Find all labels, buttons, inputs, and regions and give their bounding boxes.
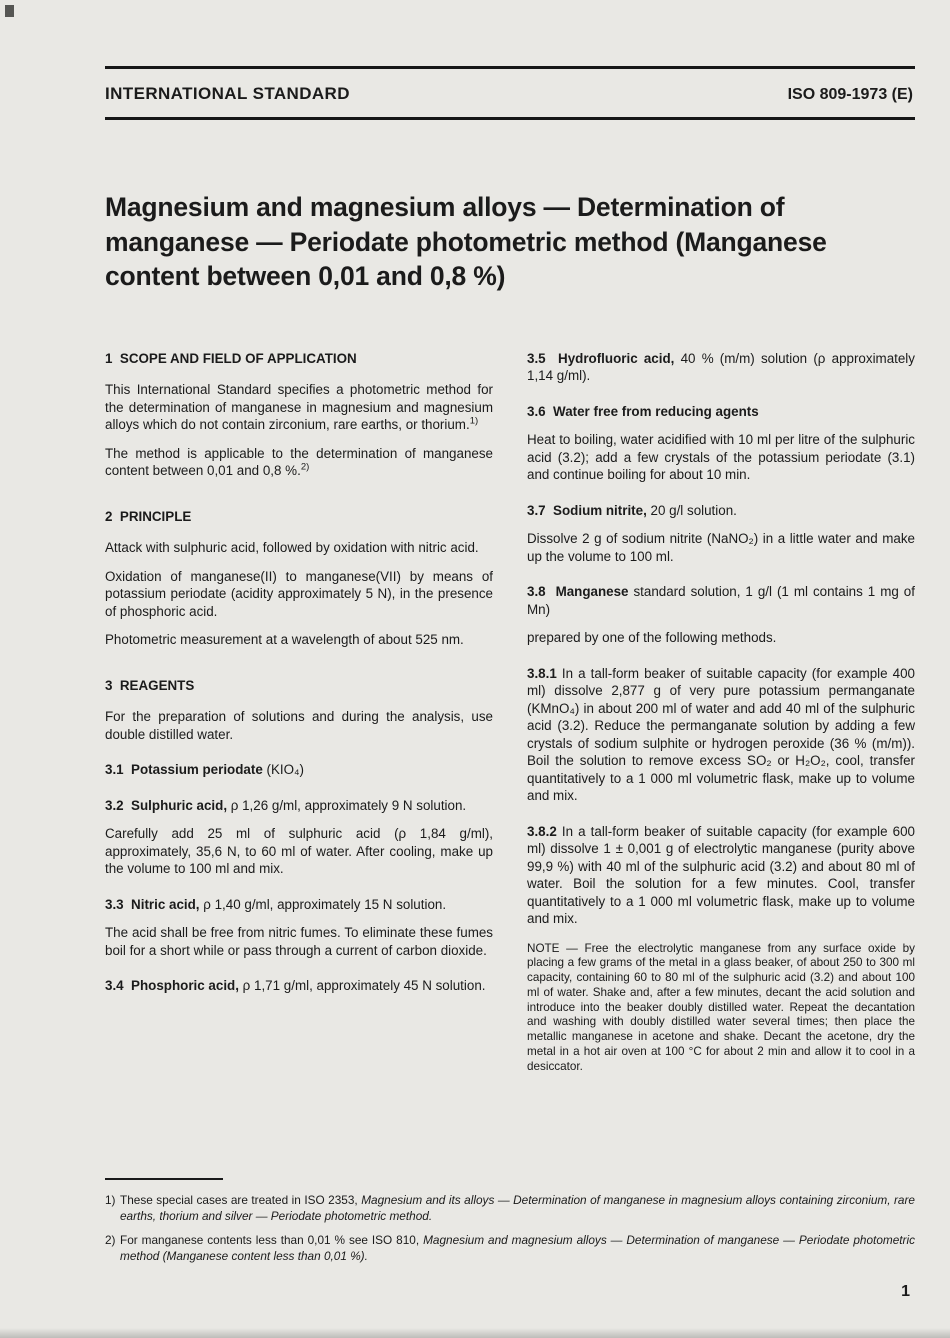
reagent-text: (KIO₄) bbox=[262, 762, 304, 777]
reagent-text: 20 g/l solution. bbox=[646, 502, 737, 518]
reagent-text: ρ 1,71 g/ml, approximately 45 N solution. bbox=[238, 978, 486, 993]
header-rule-bottom bbox=[105, 117, 915, 120]
reagent-text: ρ 1,40 g/ml, approximately 15 N solution. bbox=[199, 896, 447, 912]
paragraph-text: The method is applicable to the determination of manganese content between 0,01 and 0,8 %. bbox=[105, 445, 493, 478]
clause-label: 3.8.2 bbox=[527, 823, 557, 839]
reagent-label: 3.6 Water free from reducing agents bbox=[527, 403, 759, 419]
footnote-marker: 1) bbox=[105, 1193, 116, 1207]
header bbox=[105, 69, 915, 117]
left-column bbox=[105, 350, 493, 1086]
reagent-text: standard solution, 1 g/l (1 ml contains 1 mg of Mn) bbox=[527, 584, 915, 617]
reagent-3-7 bbox=[527, 502, 915, 520]
reagent-label: 3.7 Sodium nitrite, bbox=[527, 502, 647, 518]
paragraph: Photometric measurement at a wavelength of about 525 nm. bbox=[105, 632, 464, 647]
paragraph: Dissolve 2 g of sodium nitrite (NaNO₂) in a little water and make up the volume to 100 ml. bbox=[527, 531, 915, 564]
footnote-reference-1: 1) bbox=[469, 415, 479, 427]
footnote-marker: 2) bbox=[105, 1233, 116, 1248]
footnote-1 bbox=[105, 1193, 915, 1224]
paragraph: The acid shall be free from nitric fumes. To eliminate these fumes boil for a short while or pass through a current of carbon dioxide. bbox=[105, 925, 493, 958]
body-columns bbox=[105, 350, 915, 1086]
paragraph: Attack with sulphuric acid, followed by oxidation with nitric acid. bbox=[105, 540, 479, 555]
paragraph: Carefully add 25 ml of sulphuric acid (ρ 1,84 g/ml), approximately, 35,6 N, to 60 ml of water. After cooling, make up the volume to 100 ml and mix. bbox=[105, 826, 493, 876]
clause-label: 3.8.1 bbox=[527, 665, 557, 681]
reagent-3-2 bbox=[105, 797, 493, 815]
note: NOTE — Free the electrolytic manganese from any surface oxide by placing a few grams of the metal in a glass beaker, of about 250 to 300 ml capacity, containing 60 to 80 ml of the sulphuric acid (3.2) and about 100 ml of water. Shake and, after a few minutes, decant the acid solution and introduce into the beaker doubly distilled water. Repeat the decantation and washing with doubly distilled water several times; then place the metallic manganese in acetone and shake. Decant the acetone, dry the metal in a hot air oven at 100 °C for about 2 min and allow it to cool in a desiccator. bbox=[527, 941, 915, 1073]
section-1-heading: 1 SCOPE AND FIELD OF APPLICATION bbox=[105, 350, 357, 366]
paragraph bbox=[105, 445, 493, 480]
standard-type-label: INTERNATIONAL STANDARD bbox=[105, 84, 350, 103]
footnote-text: For manganese contents less than 0,01 % see ISO 810, bbox=[120, 1233, 424, 1248]
reagent-label: 3.5 Hydrofluoric acid, bbox=[527, 350, 675, 366]
clause-3-8-2 bbox=[527, 823, 915, 928]
paragraph: prepared by one of the following methods. bbox=[527, 630, 777, 645]
standard-reference: ISO 809-1973 (E) bbox=[787, 86, 913, 103]
paragraph: For the preparation of solutions and during the analysis, use double distilled water. bbox=[105, 709, 493, 742]
reagent-text: ρ 1,26 g/ml, approximately 9 N solution. bbox=[227, 797, 467, 813]
paragraph: Oxidation of manganese(II) to manganese(VII) by means of potassium periodate (acidity approximately 5 N), in the presence of phosphoric acid. bbox=[105, 568, 493, 619]
reagent-3-1 bbox=[105, 761, 493, 779]
reagent-text: 40 % (m/m) solution (ρ approximately 1,14 g/ml). bbox=[527, 350, 915, 383]
reagent-3-3 bbox=[105, 896, 493, 914]
paragraph: Heat to boiling, water acidified with 10 ml per litre of the sulphuric acid (3.2); add a few crystals of the potassium periodate (3.1) and continue boiling for about 10 min. bbox=[527, 432, 915, 482]
footnote-2 bbox=[105, 1233, 915, 1264]
footnote-italic-title: Magnesium and magnesium alloys — Determination of manganese — Periodate photometric method (Manganese content less than 0,01 %). bbox=[120, 1233, 915, 1263]
document-title: Magnesium and magnesium alloys — Determination of manganese — Periodate photometric method (Manganese content between 0,01 and 0,8 %) bbox=[105, 192, 827, 291]
paragraph bbox=[105, 381, 493, 434]
content bbox=[105, 0, 915, 1086]
page-number: 1 bbox=[901, 1283, 910, 1300]
reagent-label: 3.8 Manganese bbox=[527, 584, 629, 599]
footnote-reference-2: 2) bbox=[300, 461, 310, 473]
section-3-heading: 3 REAGENTS bbox=[105, 677, 195, 693]
clause-3-8-1 bbox=[527, 665, 915, 805]
section-2-heading: 2 PRINCIPLE bbox=[105, 508, 192, 524]
paragraph-text: This International Standard specifies a photometric method for the determination of manganese in magnesium and magnesium alloys which do not contain zirconium, rare earths, or thorium. bbox=[105, 382, 493, 432]
reagent-label: 3.4 Phosphoric acid, bbox=[105, 978, 239, 993]
reagent-3-8 bbox=[527, 583, 915, 618]
scan-edge-artifact bbox=[0, 1328, 950, 1338]
reagent-label: 3.2 Sulphuric acid, bbox=[105, 797, 228, 813]
footnote-rule bbox=[105, 1178, 223, 1180]
reagent-label: 3.3 Nitric acid, bbox=[105, 896, 200, 912]
reagent-label: 3.1 Potassium periodate bbox=[105, 762, 263, 777]
footnote-text: These special cases are treated in ISO 2353, bbox=[120, 1193, 362, 1207]
reagent-3-6 bbox=[527, 403, 915, 421]
right-column bbox=[527, 350, 915, 1086]
reagent-3-4 bbox=[105, 977, 493, 995]
clause-text: In a tall-form beaker of suitable capacity (for example 600 ml) dissolve 1 ± 0,001 g of electrolytic manganese (purity above 99,9 %) with 40 ml of the sulphuric acid (3.2) and about 80 ml of water. Boil the solution for a few minutes. Cool, transfer quantitatively to a 1 000 ml volumetric flask, make up to volume and mix. bbox=[527, 823, 915, 926]
footnotes bbox=[105, 1178, 915, 1273]
reagent-3-5 bbox=[527, 350, 915, 385]
footnote-italic-title: Magnesium and its alloys — Determination of manganese in magnesium alloys containing zirconium, rare earths, thorium and silver — Periodate photometric method. bbox=[120, 1193, 915, 1223]
clause-text: In a tall-form beaker of suitable capacity (for example 400 ml) dissolve 2,877 g of very pure potassium permanganate (KMnO₄) in about 200 ml of water and add 40 ml of the sulphuric acid (3.2). Reduce the permanganate solution by adding a few crystals of sodium sulphite or hydrogen peroxide (36 % (m/m)). Boil the solution to remove excess SO₂ or H₂O₂, cool, transfer quantitatively to a 1 000 ml volumetric flask, make up to volume and mix. bbox=[527, 665, 915, 803]
scan-artifact bbox=[5, 5, 14, 17]
